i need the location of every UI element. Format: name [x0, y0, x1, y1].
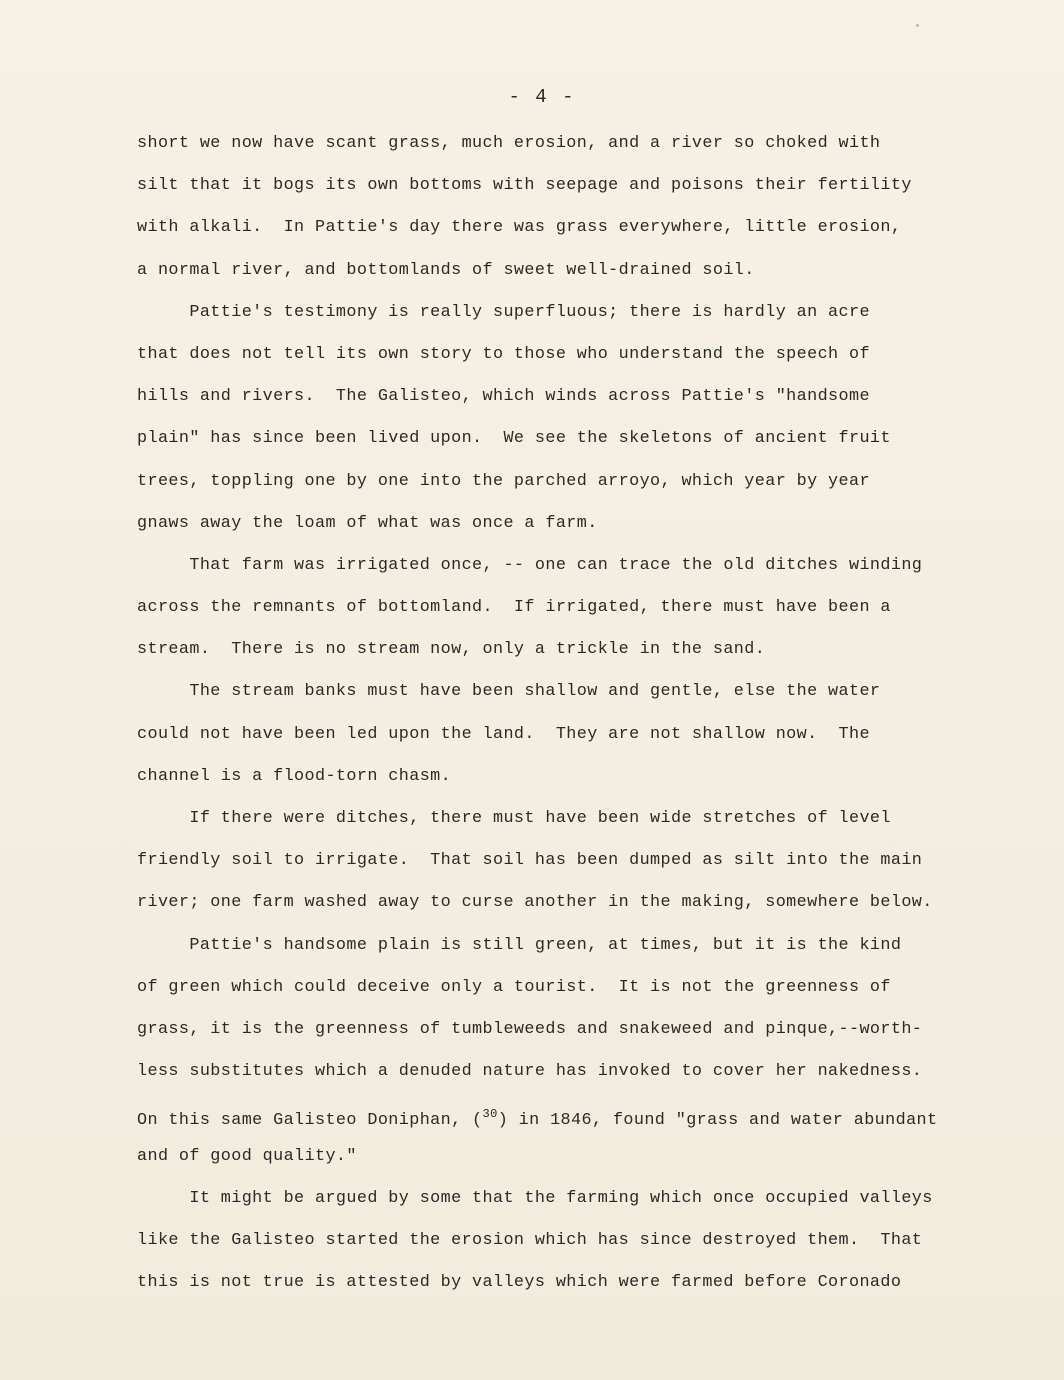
text-line: river; one farm washed away to curse another in the making, somewhere below. — [137, 893, 933, 913]
text-line: could not have been led upon the land. They are not shallow now. The — [137, 724, 870, 744]
text-line: a normal river, and bottomlands of sweet well-drained soil. — [137, 260, 755, 280]
text-line: with alkali. In Pattie's day there was grass everywhere, little erosion, — [137, 218, 902, 238]
text-line: That farm was irrigated once, -- one can trace the old ditches winding — [137, 555, 923, 575]
text-line: trees, toppling one by one into the parched arroyo, which year by year — [137, 471, 870, 491]
text-line: stream. There is no stream now, only a trickle in the sand. — [137, 640, 766, 660]
text-line: of green which could deceive only a tourist. It is not the greenness of — [137, 977, 891, 997]
text-line: plain" has since been lived upon. We see the skeletons of ancient fruit — [137, 429, 891, 449]
body-text — [137, 130, 957, 1311]
text-line: short we now have scant grass, much erosion, and a river so choked with — [137, 134, 881, 153]
text-line: channel is a flood-torn chasm. — [137, 766, 452, 786]
text-line: that does not tell its own story to those who understand the speech of — [137, 344, 870, 364]
text-line: It might be argued by some that the farming which once occupied valleys — [137, 1188, 933, 1208]
text-line: gnaws away the loam of what was once a farm. — [137, 513, 598, 533]
text-line: less substitutes which a denuded nature has invoked to cover her nakedness. — [137, 1062, 923, 1082]
text-line: If there were ditches, there must have been wide stretches of level — [137, 809, 891, 828]
text-line: Pattie's testimony is really superfluous; there is hardly an acre — [137, 302, 870, 322]
text-line: like the Galisteo started the erosion which has since destroyed them. That — [137, 1230, 923, 1250]
paper-speck — [916, 24, 919, 27]
text-line: silt that it bogs its own bottoms with seepage and poisons their fertility — [137, 176, 912, 196]
text-line: grass, it is the greenness of tumbleweeds and snakeweed and pinque,--worth- — [137, 1019, 923, 1039]
text-line: across the remnants of bottomland. If irrigated, there must have been a — [137, 598, 891, 618]
text-line: friendly soil to irrigate. That soil has been dumped as silt into the main — [137, 851, 923, 871]
footnote-line-end: ) in 1846, found "grass and water abundant — [497, 1111, 938, 1131]
text-line: this is not true is attested by valleys which were farmed before Coronado — [137, 1273, 902, 1293]
footnote-marker: 30 — [482, 1107, 498, 1122]
page-number: - 4 - — [508, 86, 576, 108]
text-line: hills and rivers. The Galisteo, which winds across Pattie's "handsome — [137, 387, 870, 407]
text-line: Pattie's handsome plain is still green, at times, but it is the kind — [137, 935, 902, 955]
footnote-line-start: On this same Galisteo Doniphan, ( — [137, 1111, 483, 1131]
text-line: The stream banks must have been shallow and gentle, else the water — [137, 682, 881, 702]
text-line: and of good quality." — [137, 1146, 357, 1166]
footnote-text-line — [137, 1100, 957, 1142]
